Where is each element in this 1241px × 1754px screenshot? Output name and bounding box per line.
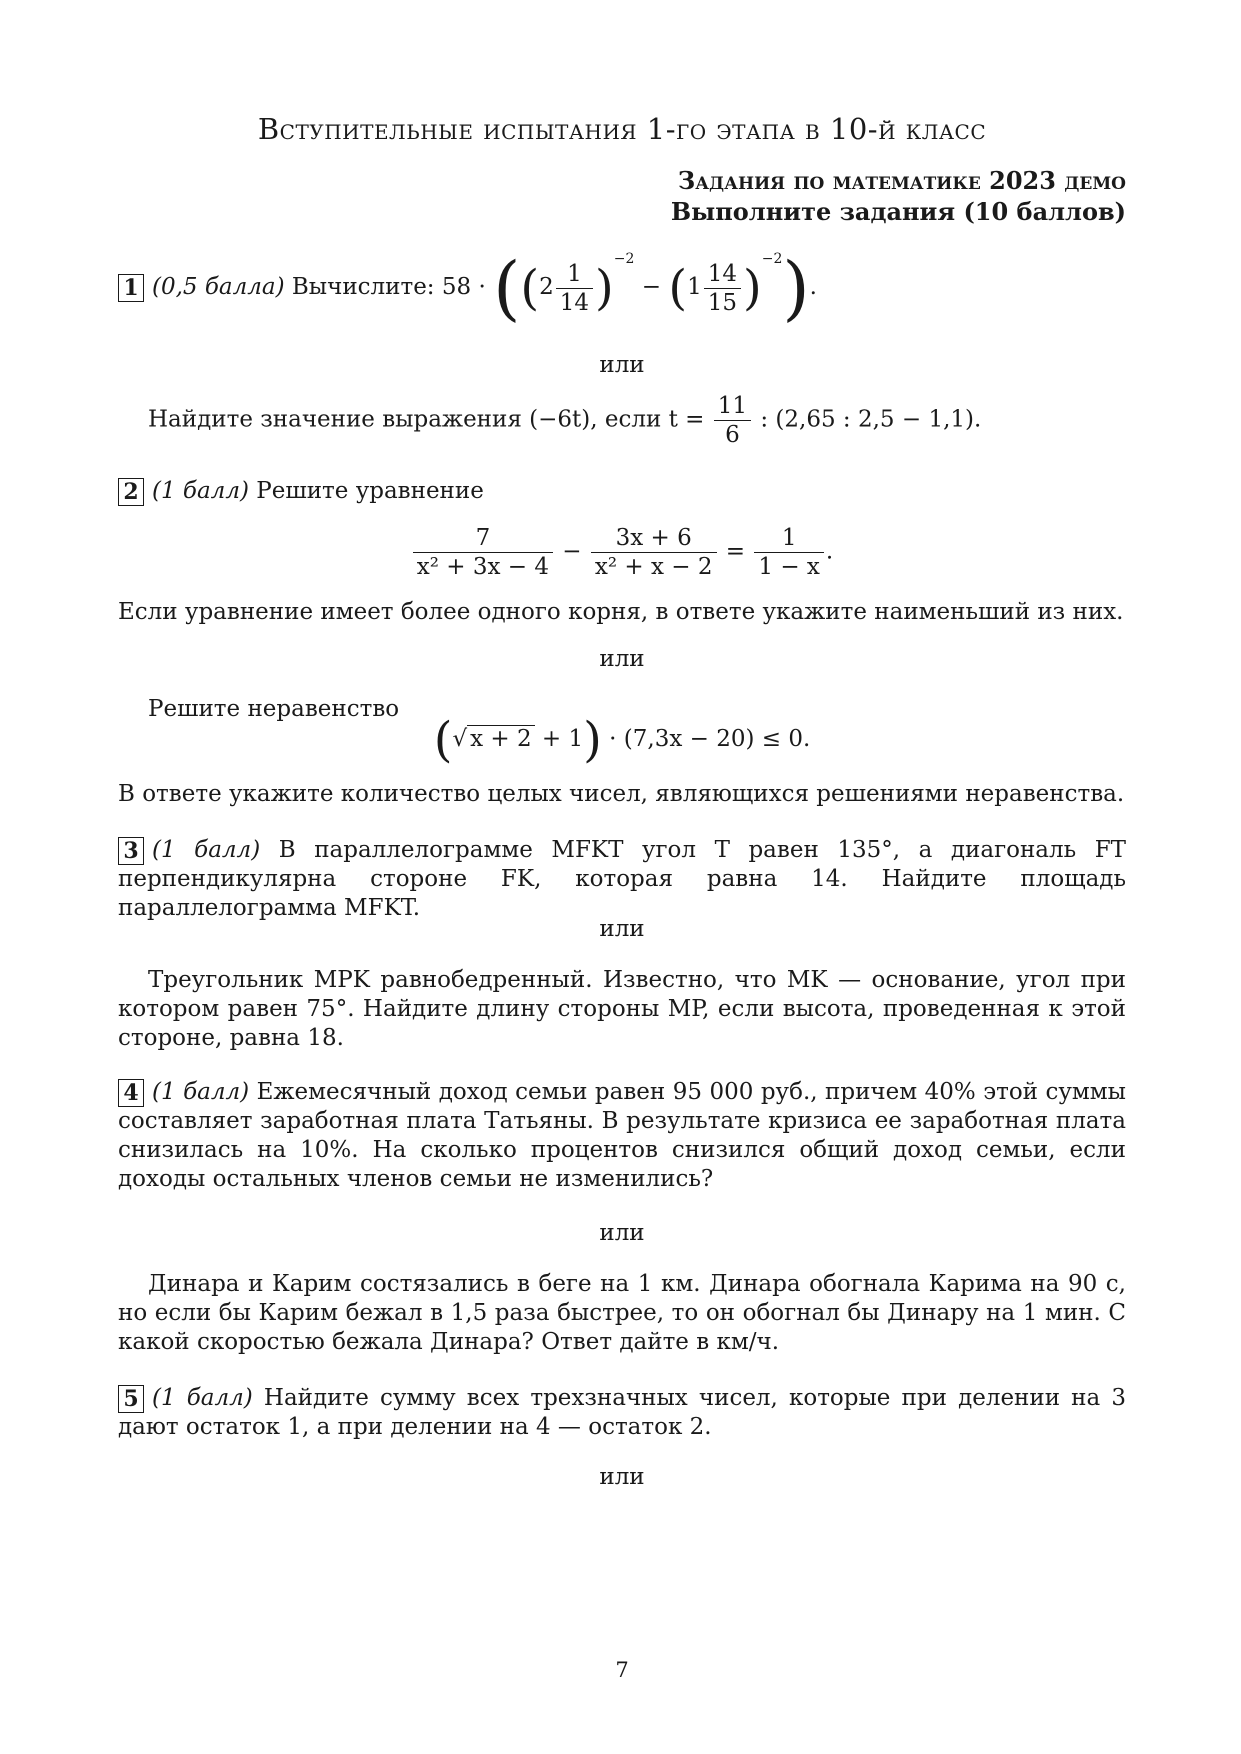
instruction: Выполните задания (10 баллов) xyxy=(670,197,1126,226)
task-5 xyxy=(118,1384,1126,1442)
or-label: или xyxy=(599,1464,645,1490)
task-2-note: Если уравнение имеет более одного корня, в ответе укажите наименьший из них. xyxy=(118,599,1124,625)
task-number: 3 xyxy=(118,837,144,865)
task-2 xyxy=(118,478,484,506)
task-2-alt: Решите неравенство xyxy=(148,696,400,722)
page-number: 7 xyxy=(615,1658,629,1682)
task-4 xyxy=(118,1078,1126,1194)
task-2-equation: $\frac{7}{\text{x² + 3x − 4}}$ − $\frac{3x + 6}{\text{x² + x − 2}}$ = $\frac{1}{1 - x}$ . xyxy=(118,524,1126,581)
task-number: 2 xyxy=(118,478,144,506)
or-label: или xyxy=(599,352,645,378)
or-label: или xyxy=(599,916,645,942)
task-text: Ежемесячный доход семьи равен 95 000 руб., причем 40% этой суммы составляет заработная плата Татьяны. В результате кризиса ее заработная плата снизилась на 10%. На сколько процентов снизился общий доход семьи, если доходы остальных членов семьи не изменились? xyxy=(118,1079,1126,1192)
task-text: Найдите сумму всех трехзначных чисел, которые при делении на 3 дают остаток 1, а при делении на 4 — остаток 2. xyxy=(118,1385,1126,1440)
page-subtitle: Задания по математике 2023 демо xyxy=(677,166,1126,195)
task-text: Решите уравнение xyxy=(256,478,484,504)
task-1 xyxy=(118,247,817,329)
or-label: или xyxy=(599,1220,645,1246)
task-2-alt-note: В ответе укажите количество целых чисел, являющихся решениями неравенства. xyxy=(118,781,1125,807)
task-2-alt-formula: (√ x + 2 + 1) · (7,3x − 20) ≤ 0. xyxy=(433,712,811,768)
task-points: (1 балл) xyxy=(152,1079,250,1105)
task-points: (1 балл) xyxy=(152,478,249,504)
task-points: (0,5 балла) xyxy=(152,274,285,300)
task-3 xyxy=(118,836,1126,923)
or-label: или xyxy=(599,646,645,672)
task-text: Вычислите: xyxy=(291,274,435,300)
exam-page xyxy=(118,0,1126,1754)
task-text: В параллелограмме MFKT угол T равен 135°, а диагональ FT перпендикулярна стороне FK, которая равна 14. Найдите площадь параллелограмма MFKT. xyxy=(118,837,1126,921)
task-1-alt: Найдите значение выражения (−6t), если t = $\frac{11}{6}$ : (2,65 : 2,5 − 1,1). xyxy=(148,393,982,448)
task-points: (1 балл) xyxy=(152,837,261,863)
task-3-alt: Треугольник MPK равнобедренный. Известно, что MK — основание, угол при котором равен 75°. Найдите длину стороны MP, если высота, проведенная к этой стороне, равна 18. xyxy=(118,967,1126,1051)
task-number: 5 xyxy=(118,1385,144,1413)
task-formula: 58 · ((2 $\frac{1}{14}$ )$^{-2}$ − (1 $\frac{14}{15}$ )$^{-2}$). xyxy=(441,247,817,329)
task-4-alt: Динара и Карим состязались в беге на 1 км. Динара обогнала Карима на 90 с, но если бы Карим бежал в 1,5 раза быстрее, то он обогнал бы Динару на 1 мин. С какой скоростью бежала Динара? Ответ дайте в км/ч. xyxy=(118,1271,1126,1355)
page-title: Вступительные испытания 1-го этапа в 10-й класс xyxy=(257,112,987,146)
task-number: 1 xyxy=(118,274,144,302)
task-number: 4 xyxy=(118,1079,144,1107)
task-points: (1 балл) xyxy=(152,1385,253,1411)
